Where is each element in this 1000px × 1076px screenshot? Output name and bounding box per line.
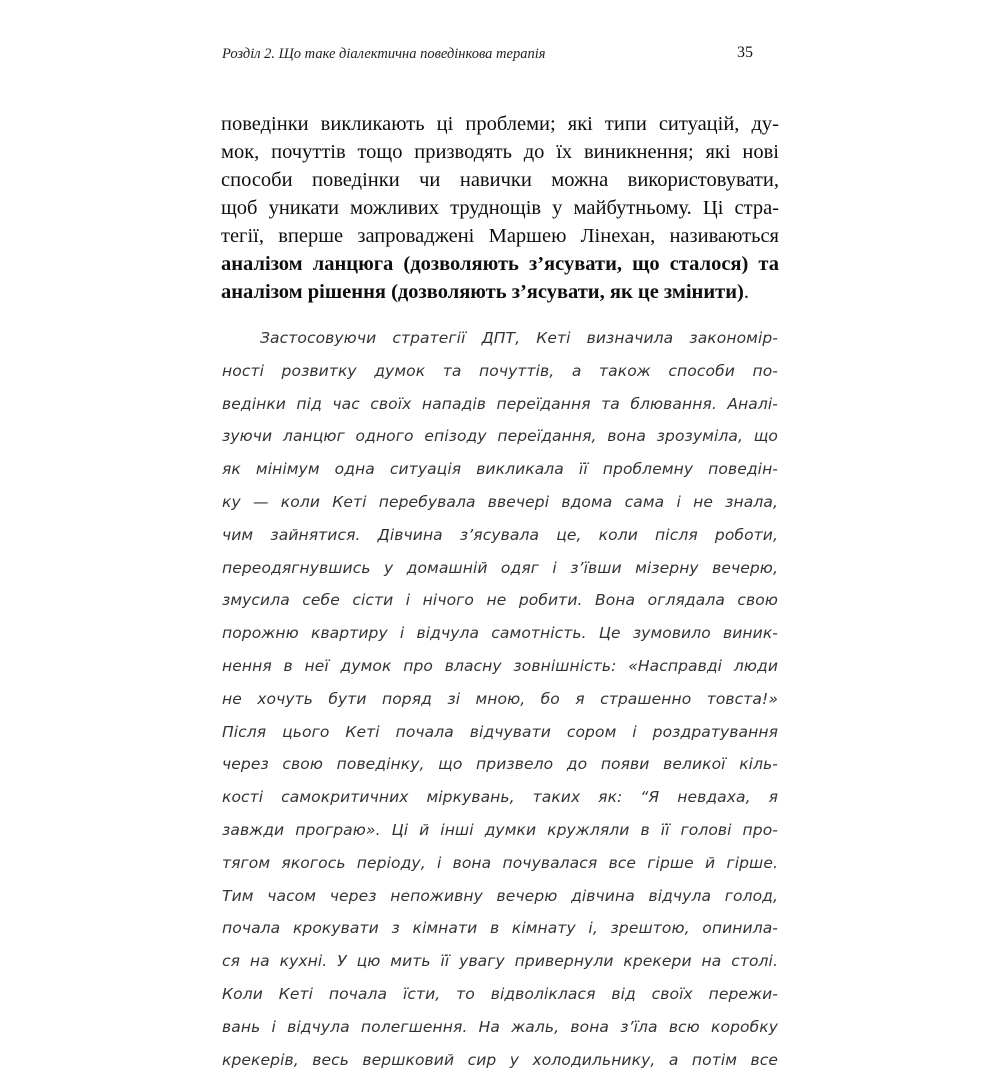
story-line: кості самокритичних міркувань, таких як: “Я невдаха, я — [222, 788, 778, 807]
bold-term-solution-analysis: аналізом рішення (дозволяють з’ясувати, як це змінити) — [221, 281, 744, 303]
story-line: нення в неї думок про власну зовнішність: «Насправді люди — [222, 656, 778, 675]
main-line: способи поведінки чи навички можна використовувати, — [221, 169, 779, 191]
main-line: поведінки викликають ці проблеми; які типи ситуацій, ду- — [221, 113, 779, 135]
story-line: зуючи ланцюг одного епізоду переїдання, вона зрозуміла, що — [222, 427, 778, 446]
page-number: 35 — [737, 44, 753, 61]
story-line: почала крокувати з кімнати в кімнату і, зрештою, опинила- — [222, 919, 778, 938]
bold-term-chain-analysis: аналізом ланцюга (дозволяють з’ясувати, що сталося) та — [221, 253, 779, 275]
story-line: вань і відчула полегшення. На жаль, вона з’їла всю коробку — [222, 1017, 778, 1036]
main-line: тегії, вперше запроваджені Маршею Лінехан, називаються — [221, 225, 779, 247]
story-line: ся на кухні. У цю мить її увагу привернули крекери на столі. — [222, 952, 778, 971]
main-line: мок, почуттів тощо призводять до їх виникнення; які нові — [221, 141, 779, 163]
story-line: ведінки під час своїх нападів переїдання та блювання. Аналі- — [222, 394, 778, 413]
story-line: переодягнувшись у домашній одяг і з’ївши мізерну вечерю, — [222, 558, 778, 577]
main-line-bold — [221, 278, 779, 306]
main-line-bold — [221, 250, 779, 278]
story-line: порожню квартиру і відчула самотність. Це зумовило виник- — [222, 624, 778, 643]
final-period: . — [743, 281, 749, 303]
story-line: змусила себе сісти і нічого не робити. Вона оглядала свою — [222, 591, 778, 610]
story-line: крекерів, весь вершковий сир у холодильнику, а потім все — [222, 1050, 778, 1069]
story-line: Коли Кеті почала їсти, то відволіклася від своїх пережи- — [222, 984, 778, 1003]
case-story-paragraph — [222, 322, 778, 1076]
story-line: Після цього Кеті почала відчувати сором і роздратування — [222, 722, 778, 741]
main-paragraph — [221, 110, 779, 306]
story-line: Тим часом через непоживну вечерю дівчина відчула голод, — [222, 886, 778, 905]
story-line: Застосовуючи стратегії ДПТ, Кеті визначила закономір- — [260, 329, 778, 347]
running-head: Розділ 2. Що таке діалектична поведінкова терапія — [222, 46, 546, 62]
story-line: ку — коли Кеті перебувала ввечері вдома сама і не знала, — [222, 492, 778, 511]
story-line: через свою поведінку, що призвело до появи великої кіль- — [222, 755, 778, 774]
story-line: тягом якогось періоду, і вона почувалася все гірше й гірше. — [222, 853, 778, 872]
story-line: не хочуть бути поряд зі мною, бо я страшенно товста!» — [222, 689, 778, 708]
main-line: щоб уникати можливих труднощів у майбутньому. Ці стра- — [221, 197, 779, 219]
story-line: як мінімум одна ситуація викликала її проблемну поведін- — [222, 460, 778, 479]
story-line: ності розвитку думок та почуттів, а також способи по- — [222, 361, 778, 380]
story-line: чим зайнятися. Дівчина з’ясувала це, коли після роботи, — [222, 525, 778, 544]
story-line: завжди програю». Ці й інші думки кружляли в її голові про- — [222, 820, 778, 839]
